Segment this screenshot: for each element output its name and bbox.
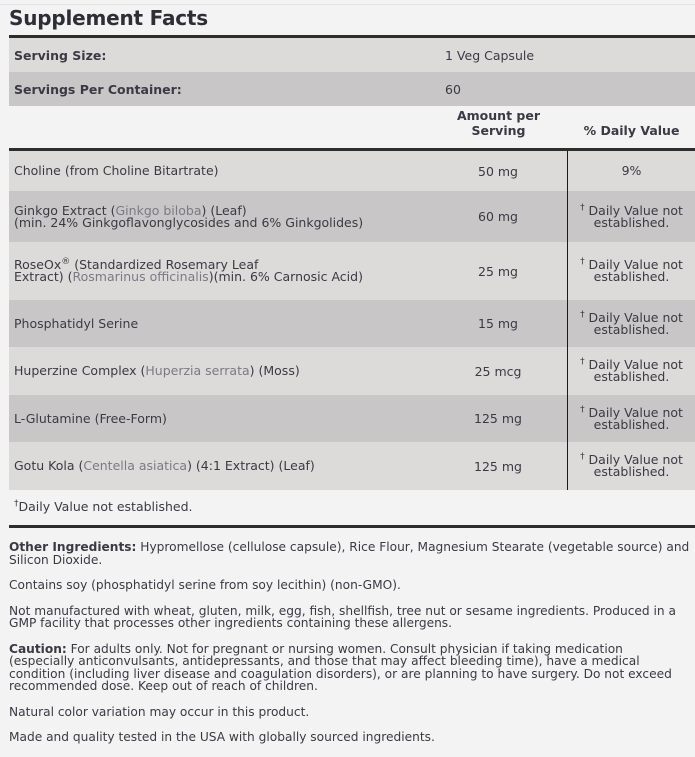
servings-per-container-label: Servings Per Container: [14, 81, 182, 97]
top-divider [0, 4, 695, 5]
ingredient-amount: 60 mg [478, 209, 518, 224]
ingredient-amount: 25 mg [478, 263, 518, 279]
ingredient-amount: 25 mcg [474, 363, 522, 379]
ingredient-row [9, 151, 695, 191]
ingredient-name: Phosphatidyl Serine [14, 315, 139, 331]
ingredient-name: RoseOx® (Standardized Rosemary Leaf Extract) (Rosmarinus officinalis)(min. 6% Carnosic Acid) [14, 256, 363, 284]
page-title: Supplement Facts [9, 6, 208, 30]
serving-size-row [9, 38, 695, 72]
ingredient-name: Ginkgo Extract (Ginkgo biloba) (Leaf) (min. 24% Ginkgoflavonglycosides and 6% Ginkgolides) [14, 202, 364, 230]
other-ingredients: Other Ingredients: Hypromellose (cellulose capsule), Rice Flour, Magnesium Stearate (vegetable source) and Silicon Dioxide. [9, 540, 690, 567]
latin-name: Centella asiatica [83, 458, 188, 473]
ingredient-name: L-Glutamine (Free-Form) [14, 410, 167, 426]
dagger-mark: † [580, 404, 585, 415]
ingredient-amount: 125 mg [474, 411, 522, 426]
ingredient-row [9, 191, 695, 242]
latin-name: Ginkgo biloba [115, 202, 202, 218]
ingredient-row [9, 300, 695, 347]
ingredient-amount: 15 mg [478, 316, 518, 331]
latin-name: Huperzia serrata [145, 363, 250, 378]
serving-size-value: 1 Veg Capsule [445, 47, 535, 63]
soy-notice: Contains soy (phosphatidyl serine from soy lecithin) (non-GMO). [9, 578, 401, 592]
ingredient-daily-value: † Daily Value not established. [567, 442, 695, 490]
dagger-mark: † [580, 356, 585, 367]
ingredient-daily-value: † Daily Value not established. [567, 300, 695, 347]
ingredient-daily-value: 9% [567, 151, 695, 191]
dagger-mark: † [580, 202, 585, 213]
daily-value-footnote: †Daily Value not established. [14, 498, 193, 514]
ingredient-amount: 125 mg [474, 458, 522, 474]
ingredient-row [9, 395, 695, 442]
dagger-mark: † [14, 498, 19, 509]
daily-value-header: % Daily Value [583, 123, 680, 138]
supplement-facts-table [9, 35, 695, 528]
color-variation-notice: Natural color variation may occur in this product. [9, 704, 310, 719]
column-header-row [9, 106, 695, 151]
ingredient-row [9, 242, 695, 300]
ingredient-name: Gotu Kola (Centella asiatica) (4:1 Extract) (Leaf) [14, 458, 315, 473]
dagger-mark: † [580, 451, 585, 462]
ingredient-daily-value: † Daily Value not established. [567, 191, 695, 242]
caution-notice: Caution: For adults only. Not for pregnant or nursing women. Consult physician if taking medication (especially anticonvulsants, antidepressants, and those that may affect bleeding time), have a medical condition (including liver disease and coagulation disorders), or are planning to have surgery. Do not exceed recommended dose. Keep out of reach of children. [9, 641, 672, 693]
ingredient-name: Choline (from Choline Bitartrate) [14, 163, 219, 178]
servings-per-container-row [9, 72, 695, 106]
ingredient-row [9, 347, 695, 395]
allergen-notice: Not manufactured with wheat, gluten, milk, egg, fish, shellfish, tree nut or sesame ingredients. Produced in a GMP facility that processes other ingredients containing these allergens. [9, 603, 676, 630]
other-information [9, 541, 691, 757]
ingredient-daily-value: † Daily Value not established. [567, 242, 695, 300]
latin-name: Rosmarinus officinalis [72, 269, 209, 284]
dagger-mark: † [580, 256, 585, 267]
serving-size-label: Serving Size: [14, 47, 107, 63]
amount-per-serving-header: Amount per Serving [456, 108, 540, 138]
ingredient-amount: 50 mg [478, 163, 518, 179]
servings-per-container-value: 60 [445, 81, 461, 97]
made-in-notice: Made and quality tested in the USA with globally sourced ingredients. [9, 730, 435, 744]
registered-mark: ® [61, 256, 71, 267]
ingredient-row [9, 442, 695, 490]
ingredient-daily-value: † Daily Value not established. [567, 347, 695, 395]
footnote-divider [9, 525, 695, 528]
ingredient-daily-value: † Daily Value not established. [567, 395, 695, 442]
dagger-mark: † [580, 309, 585, 320]
ingredient-name: Huperzine Complex (Huperzia serrata) (Moss) [14, 363, 300, 378]
